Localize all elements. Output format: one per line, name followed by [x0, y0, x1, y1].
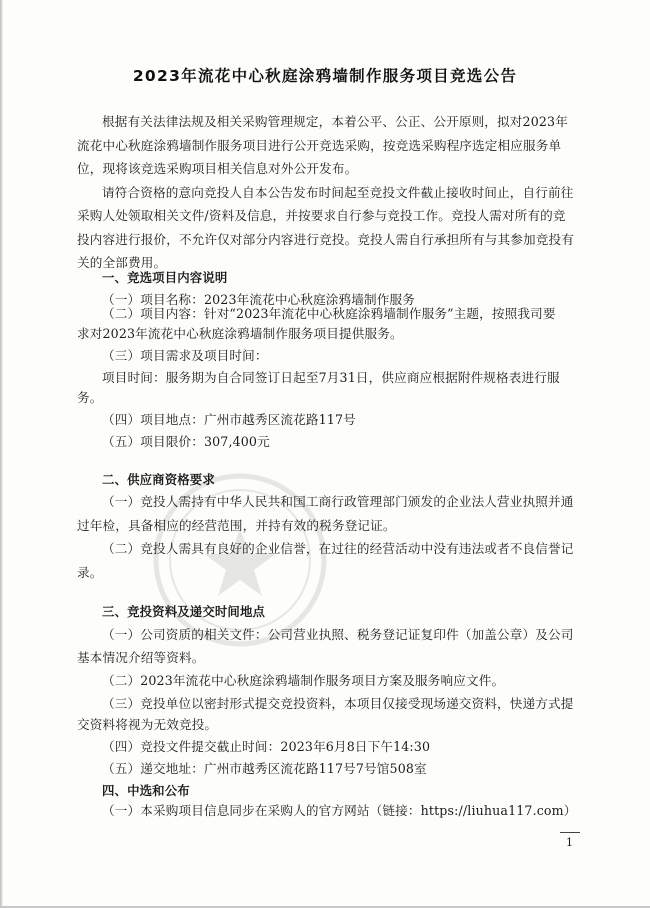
- section-3-item-2: （二）2023年流花中心秋庭涂鸦墙制作服务项目方案及服务响应文件。: [102, 673, 505, 688]
- section-3-item-3-line-2: 交资料将视为无效竞投。: [77, 717, 218, 732]
- intro-paragraph-2-line-1: 请符合资格的意向竞投人自本公告发布时间起至竞投文件截止接收时间止，自行前往: [102, 185, 574, 200]
- section-2-item-1-line-2: 过年检，具备相应的经营范围，并持有效的税务登记证。: [77, 518, 396, 533]
- section-2-item-2-line-2: 录。: [77, 565, 103, 580]
- intro-paragraph-1-line-1: 根据有关法律法规及相关采购管理规定，本着公平、公正、公开原则，拟对2023年: [102, 114, 568, 129]
- section-1-item-1: （一）项目名称：2023年流花中心秋庭涂鸦墙制作服务: [102, 292, 416, 307]
- section-3-item-1-line-2: 基本情况介绍等资料。: [77, 650, 205, 665]
- intro-paragraph-1-line-2: 流花中心秋庭涂鸦墙制作服务项目进行公开竞选采购，按竞选采购程序选定相应服务单: [77, 138, 562, 153]
- page-number: 1: [566, 836, 573, 849]
- section-2-heading: 二、供应商资格要求: [102, 472, 215, 487]
- document-title: 2023年流花中心秋庭涂鸦墙制作服务项目竞选公告: [132, 67, 518, 85]
- section-1-item-5: （五）项目限价：307,400元: [102, 434, 270, 449]
- section-3-item-3-line-1: （三）竞投单位以密封形式提交竞投资料，本项目仅接受现场递交资料，快递方式提: [102, 696, 574, 711]
- intro-paragraph-2-line-2: 采购人处领取相关文件/资料及信息，并按要求自行参与竞投工作。竞投人需对所有的竞: [77, 208, 566, 223]
- section-1-item-2-line-1: （二）项目内容：针对“2023年流花中心秋庭涂鸦墙制作服务”主题，按照我司要: [102, 306, 556, 321]
- section-4-item-1: （一）本采购项目信息同步在采购人的官方网站（链接：https://liuhua117.com）: [102, 803, 577, 818]
- section-1-time-line-2: 务。: [77, 390, 103, 405]
- section-1-item-4: （四）项目地点：广州市越秀区流花路117号: [102, 412, 356, 427]
- section-3-item-5: （五）递交地址：广州市越秀区流花路117号7号馆508室: [102, 761, 427, 776]
- section-3-item-4: （四）竞投文件提交截止时间：2023年6月8日下午14:30: [102, 739, 431, 754]
- section-3-heading: 三、竞投资料及递交时间地点: [102, 604, 266, 619]
- section-1-item-3: （三）项目需求及项目时间：: [102, 348, 268, 363]
- section-1-time-line-1: 项目时间：服务期为自合同签订日起至7月31日，供应商应根据附件规格表进行服: [102, 370, 560, 385]
- section-2-item-1-line-1: （一）竞投人需持有中华人民共和国工商行政管理部门颁发的企业法人营业执照并通: [102, 494, 574, 509]
- page-left-edge: [0, 0, 3, 908]
- intro-paragraph-2-line-3: 投内容进行报价，不允许仅对部分内容进行竞投。竞投人需自行承担所有与其参加竞投有: [77, 232, 575, 247]
- section-4-heading: 四、中选和公布: [102, 783, 190, 798]
- section-1-heading: 一、竞选项目内容说明: [102, 270, 228, 285]
- page-number-rule: [560, 832, 580, 833]
- section-2-item-2-line-1: （二）竞投人需具有良好的企业信誉，在过往的经营活动中没有违法或者不良信誉记: [102, 541, 574, 556]
- intro-paragraph-1-line-3: 位，现将该竞选采购项目相关信息对外公开发布。: [77, 161, 358, 176]
- intro-paragraph-2-line-4: 关的全部费用。: [77, 255, 167, 270]
- section-1-item-2-line-2: 求对2023年流花中心秋庭涂鸦墙制作服务项目提供服务。: [77, 326, 403, 341]
- section-3-item-1-line-1: （一）公司资质的相关文件：公司营业执照、税务登记证复印件（加盖公章）及公司: [102, 627, 574, 642]
